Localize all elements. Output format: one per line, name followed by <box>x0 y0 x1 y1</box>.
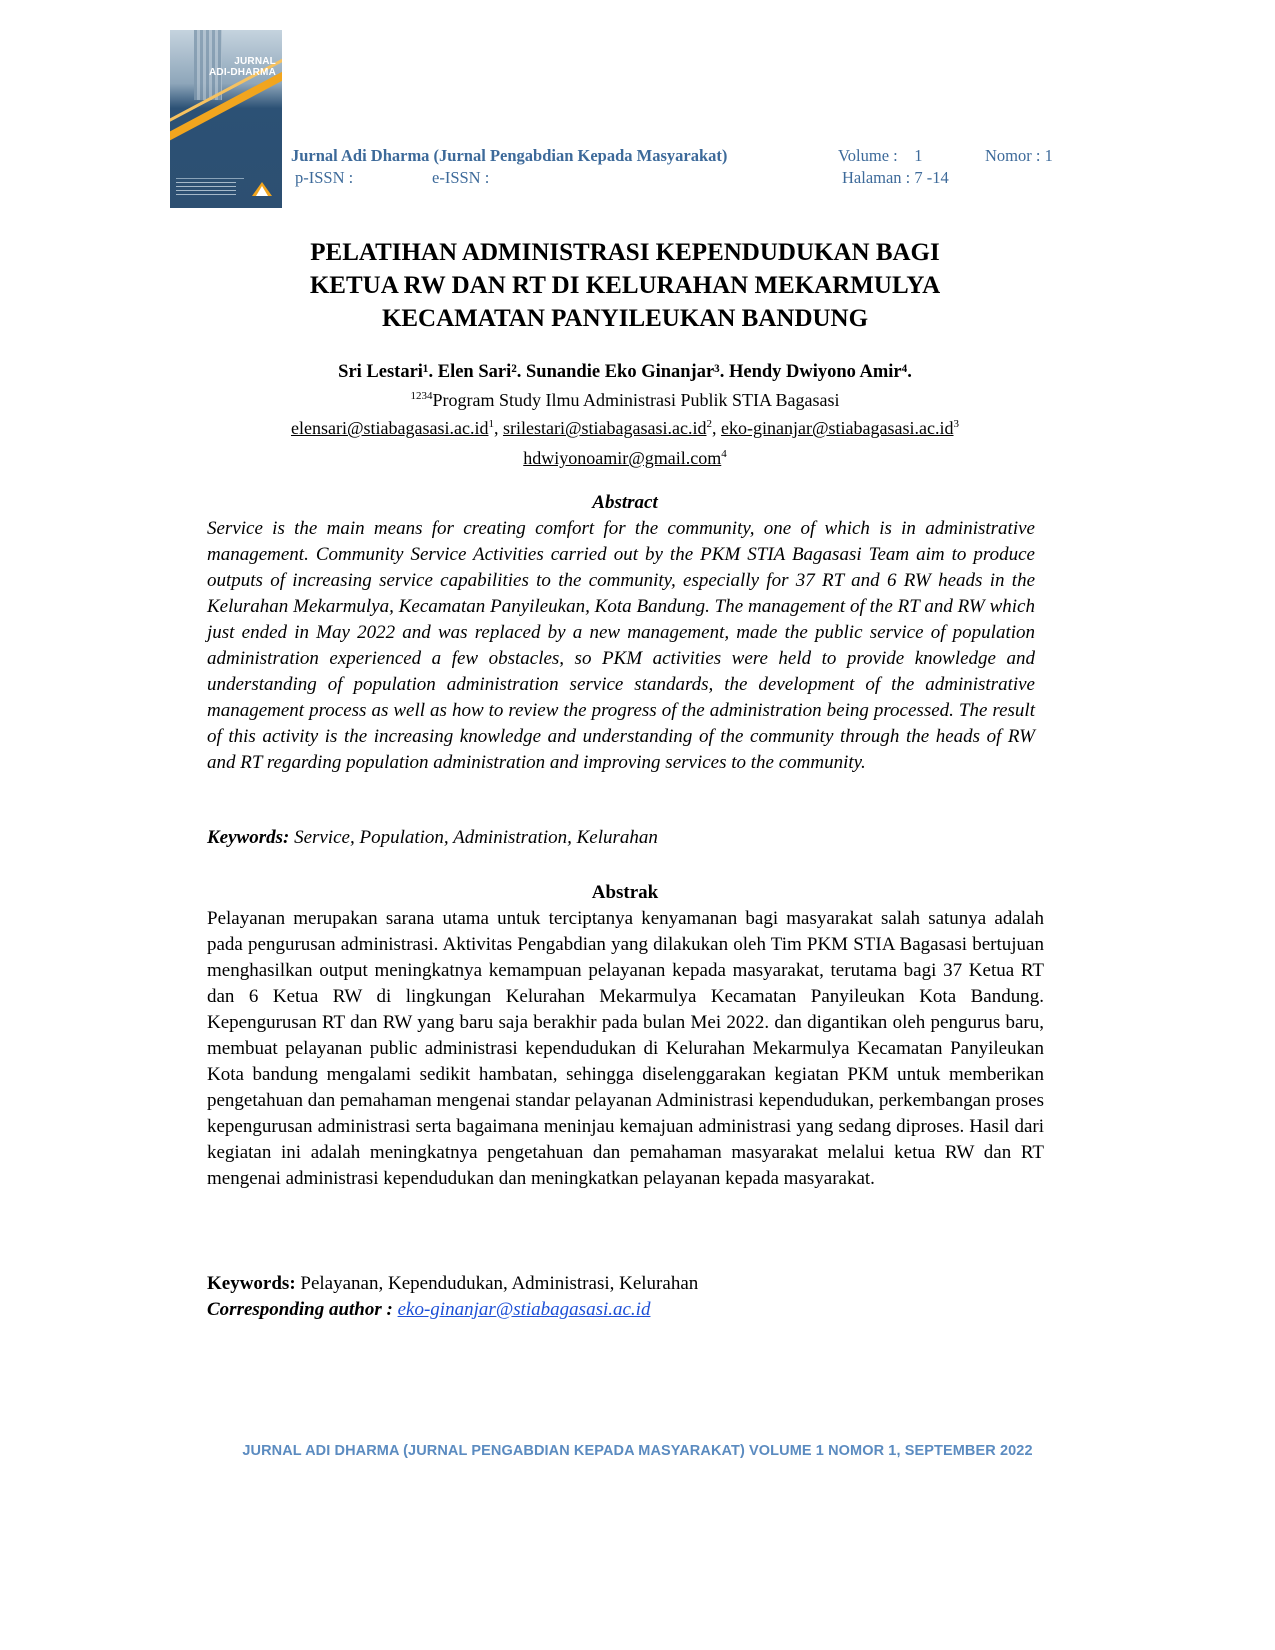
corresponding-author <box>207 1298 650 1322</box>
keywords-english-label: Keywords: <box>207 827 290 848</box>
email-link-sri[interactable]: srilestari@stiabagasasi.ac.id <box>502 418 707 438</box>
paper-title-line3: KECAMATAN PANYILEUKAN BANDUNG <box>381 305 869 332</box>
cover-title <box>209 56 276 78</box>
corresponding-author-label: Corresponding author : <box>207 1299 398 1320</box>
header-nomor: Nomor : 1 <box>985 146 1053 165</box>
cover-footer-block <box>176 178 244 203</box>
email-sup-4: 4 <box>721 448 727 460</box>
email-sup-3: 3 <box>953 418 959 430</box>
email-link-eko[interactable]: eko-ginanjar@stiabagasasi.ac.id <box>721 418 954 438</box>
abstrak-body: Pelayanan merupakan sarana utama untuk terciptanya kenyamanan bagi masyarakat salah satunya adalah pada pengurusan administrasi. Aktivitas Pengabdian yang dilakukan oleh Tim PKM STIA Bagasasi bertujuan menghasilkan output meningkatnya kemampuan pelayanan kepada masyarakat, terutama bagi 37 Ketua RT dan 6 Ketua RW di lingkungan Kelurahan Mekarmulya Kecamatan Panyileukan Kota Bandung. Kepengurusan RT dan RW yang baru saja berakhir pada bulan Mei 2022. dan digantikan oleh pengurus baru, membuat pelayanan public administrasi kependudukan di Kelurahan Mekarmulya Kecamatan Panyileukan Kota bandung mengalami sedikit hambatan, sehingga diselenggarakan kegiatan PKM untuk memberikan pengetahuan dan pemahaman mengenai standar pelayanan Administrasi kependudukan, perkembangan proses kepengurusan administrasi serta bagaimana meninjau kemajuan administrasi yang sedang diproses. Hasil dari kegiatan ini adalah meningkatnya pengetahuan dan pemahaman masyarakat melalui ketua RW dan RT mengenai administrasi kependudukan dan meningkatkan pelayanan kepada masyarakat. <box>207 908 1044 1189</box>
affiliation-superscript: 1234 <box>410 390 433 402</box>
cover-title-line1: JURNAL <box>234 56 276 67</box>
keywords-english <box>207 826 658 850</box>
affiliation-text: Program Study Ilmu Administrasi Publik STIA Bagasasi <box>432 390 840 410</box>
keywords-indonesian-label: Keywords: <box>207 1273 296 1294</box>
header-volume: Volume : 1 <box>838 146 923 165</box>
header-journal-name: Jurnal Adi Dharma (Jurnal Pengabdian Kepada Masyarakat) <box>291 146 728 165</box>
email-link-hendy[interactable]: hdwiyonoamir@gmail.com <box>523 448 722 468</box>
author-emails: $elensari@stiabagasasi.ac.id^1$, $srilestari@stiabagasasi.ac.id^2$, eko-$ginanjar@stiabagasasi.ac.id^3$ hdwiyonoamir@gmail.com$^4$ <box>290 418 959 468</box>
author-list: Sri Lestari¹. Elen Sari². Sunandie Eko Ginanjar³. Hendy Dwiyono Amir⁴. <box>338 362 912 382</box>
email-link-elen[interactable]: elensari@stiabagasasi.ac.id <box>290 418 489 438</box>
author-affiliation <box>150 385 1100 411</box>
email-sup-2: 2 <box>706 418 712 430</box>
email-sup-1: 1 <box>488 418 494 430</box>
keywords-indonesian <box>207 1272 698 1296</box>
cover-title-line2: ADI-DHARMA <box>209 67 276 78</box>
corresponding-author-email-link[interactable]: eko-ginanjar@stiabagasasi.ac.id <box>397 1299 651 1320</box>
header-pissn: p-ISSN : <box>295 168 354 187</box>
keywords-english-values: Service, Population, Administration, Kelurahan <box>289 827 658 848</box>
paper-title-line2: KETUA RW DAN RT DI KELURAHAN MEKARMULYA <box>309 272 941 299</box>
journal-cover-image <box>170 30 282 208</box>
header-halaman: Halaman : 7 -14 <box>842 168 949 187</box>
header-eissn: e-ISSN : <box>432 168 490 187</box>
abstract-heading: Abstract <box>592 492 658 513</box>
abstract-body: Service is the main means for creating comfort for the community, one of which is in administrative management. Community Service Activities carried out by the PKM STIA Bagasasi Team aim to produce outputs of increasing service capabilities to the community, especially for 37 RT and 6 RW heads in the Kelurahan Mekarmulya, Kecamatan Panyileukan, Kota Bandung. The management of the RT and RW which just ended in May 2022 and was replaced by a new management, made the public service of population administration experienced a few obstacles, so PKM activities were held to provide knowledge and understanding of population administration service standards, the development of the administrative management process as well as how to review the progress of the administration being processed. The result of this activity is the increasing knowledge and understanding of the community through the heads of RW and RT regarding population administration and improving services to the community. <box>207 518 1035 773</box>
page-footer: JURNAL ADI DHARMA (JURNAL PENGABDIAN KEPADA MASYARAKAT) VOLUME 1 NOMOR 1, SEPTEMBER 2022 <box>242 1443 1033 1459</box>
abstrak-heading: Abstrak <box>591 882 659 903</box>
publisher-logo-icon <box>250 180 274 198</box>
paper-title <box>200 236 1050 335</box>
paper-title-line1: PELATIHAN ADMINISTRASI KEPENDUDUKAN BAGI <box>310 239 940 266</box>
keywords-indonesian-values: Pelayanan, Kependudukan, Administrasi, Kelurahan <box>295 1273 699 1294</box>
